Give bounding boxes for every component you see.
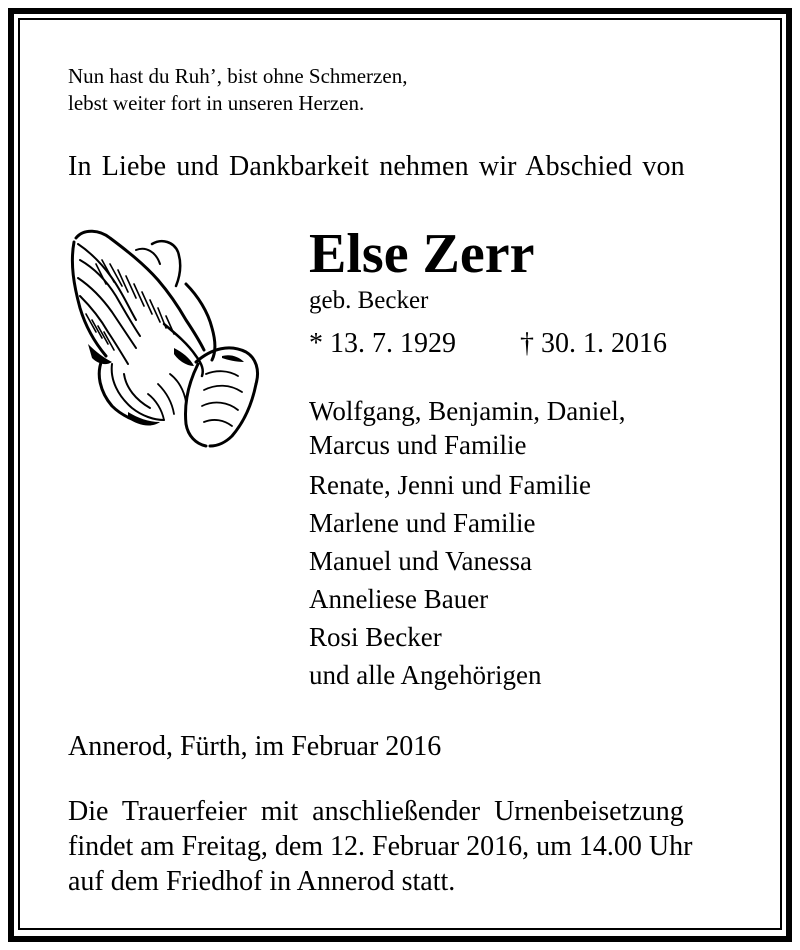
funeral-info-line-3: auf dem Friedhof in Annerod statt. (68, 866, 456, 897)
place-and-date: Annerod, Fürth, im Februar 2016 (68, 731, 442, 762)
funeral-info-line-2: findet am Freitag, dem 12. Februar 2016, um 14.00 Uhr (68, 831, 693, 862)
birth-date: * 13. 7. 1929 (309, 328, 456, 359)
verse-line-2: lebst weiter fort in unseren Herzen. (68, 91, 365, 115)
praying-hands-icon (66, 224, 262, 450)
mourner-line: Rosi Becker (309, 622, 442, 652)
death-date: † 30. 1. 2016 (520, 328, 667, 359)
birth-name: geb. Becker (309, 287, 429, 314)
mourner-line: Anneliese Bauer (309, 584, 489, 614)
mourner-line: Wolfgang, Benjamin, Daniel, (309, 396, 626, 426)
intro-text: In Liebe und Dankbarkeit nehmen wir Abschied von (68, 151, 685, 182)
mourner-line: und alle Angehörigen (309, 660, 542, 690)
mourner-line: Marcus und Familie (309, 430, 527, 460)
verse-line-1: Nun hast du Ruh’, bist ohne Schmerzen, (68, 64, 408, 88)
mourner-line: Renate, Jenni und Familie (309, 470, 591, 500)
mourner-line: Marlene und Familie (309, 508, 536, 538)
mourner-line: Manuel und Vanessa (309, 546, 532, 576)
funeral-info-line-1: Die Trauerfeier mit anschließender Urnenbeisetzung (68, 796, 684, 827)
deceased-name: Else Zerr (309, 223, 535, 285)
